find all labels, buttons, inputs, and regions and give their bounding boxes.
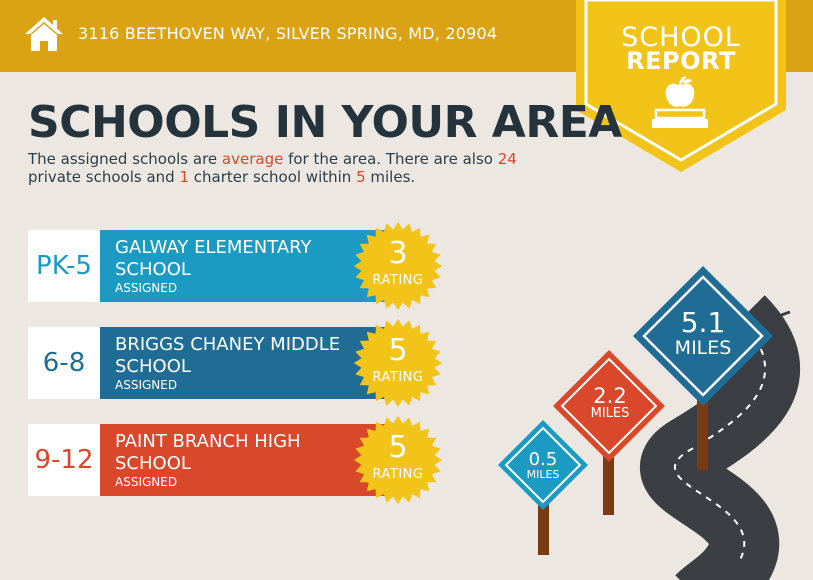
rating-label: RATING bbox=[372, 370, 424, 385]
sign-unit: MILES bbox=[590, 406, 630, 421]
school-name: BRIGGS CHANEY MIDDLE SCHOOL bbox=[115, 334, 341, 377]
rating-label: RATING bbox=[372, 467, 424, 482]
apple-on-books-icon bbox=[648, 76, 712, 130]
highlight-miles: 5 bbox=[356, 168, 366, 186]
school-name: PAINT BRANCH HIGH SCHOOL bbox=[115, 431, 301, 474]
school-row[interactable] bbox=[28, 424, 448, 496]
sign-unit: MILES bbox=[674, 337, 732, 359]
badge-title-line1: SCHOOL bbox=[621, 22, 741, 53]
sign-distance: 5.1 bbox=[680, 306, 726, 339]
assigned-label: ASSIGNED bbox=[115, 281, 178, 295]
rating-value: 5 bbox=[388, 430, 408, 465]
sign-distance: 0.5 bbox=[528, 449, 558, 470]
highlight-private-count: 24 bbox=[497, 150, 517, 168]
grade-range: 9-12 bbox=[28, 424, 100, 496]
rating-value: 5 bbox=[388, 333, 408, 368]
highlight-charter-count: 1 bbox=[179, 168, 190, 186]
intro-paragraph: The assigned schools are average for the area. There are also 24 private schools and 1 charter school within 5 miles. bbox=[28, 150, 517, 186]
sign-distance: 2.2 bbox=[593, 384, 627, 408]
rating-label: RATING bbox=[372, 273, 424, 288]
assigned-label: ASSIGNED bbox=[115, 475, 178, 489]
highlight-average: average bbox=[221, 150, 284, 168]
badge-title-line2: REPORT bbox=[626, 47, 736, 75]
sign-unit: MILES bbox=[526, 468, 560, 481]
page-title: SCHOOLS IN YOUR AREA bbox=[28, 97, 622, 148]
assigned-label: ASSIGNED bbox=[115, 378, 178, 392]
road-illustration bbox=[480, 260, 813, 580]
grade-range: 6-8 bbox=[28, 327, 100, 399]
rating-value: 3 bbox=[388, 236, 408, 271]
school-row[interactable] bbox=[28, 327, 448, 399]
address-text: 3116 BEETHOVEN WAY, SILVER SPRING, MD, 20904 bbox=[78, 24, 498, 43]
school-row[interactable] bbox=[28, 230, 448, 302]
home-icon bbox=[24, 14, 64, 54]
school-name: GALWAY ELEMENTARY SCHOOL bbox=[115, 237, 312, 280]
grade-range: PK-5 bbox=[28, 230, 100, 302]
